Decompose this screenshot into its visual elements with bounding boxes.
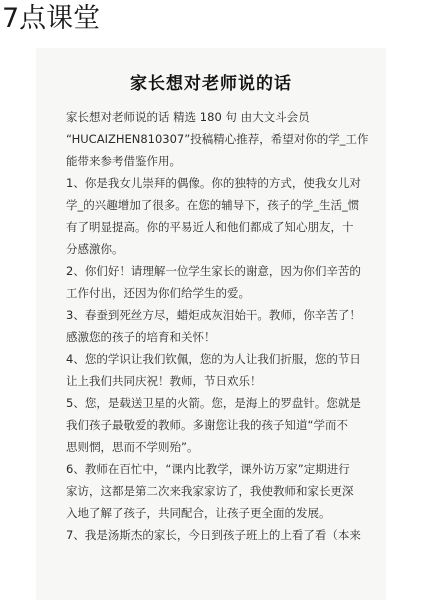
page-header [0, 0, 423, 46]
text-line: 学_的兴趣增加了很多。在您的辅导下，孩子的学_生活_惯 [66, 198, 360, 212]
text-line: 4、您的学识让我们钦佩，您的为人让我们折服，您的节日 [66, 352, 361, 366]
text-line: 6、教师在百忙中，“课内比教学，课外访万家”定期进行 [66, 462, 350, 476]
document-image [36, 48, 386, 600]
text-line: 3、春蚕到死丝方尽，蜡炬成灰泪始干。教师，你辛苦了！ [66, 308, 361, 322]
text-line: 思则惘，思而不学则殆”。 [66, 440, 199, 454]
text-line: 我们孩子最敬爱的教师。多谢您让我的孩子知道“学而不 [66, 418, 348, 432]
text-line: 入地了解了孩子，共同配合，让孩子更全面的发展。 [66, 506, 331, 520]
text-line: 分感激你。 [66, 242, 124, 256]
text-line: 7、我是汤斯杰的家长，今日到孩子班上的上看了看（本来 [66, 528, 361, 542]
text-line: 感激您的孩子的培育和关怀！ [66, 330, 216, 344]
text-line: 能带来参考借鉴作用。 [66, 154, 181, 168]
text-line: 家访，这都是第二次来我家家访了，我使教师和家长更深 [66, 484, 354, 498]
document-title: 家长想对老师说的话 [130, 74, 292, 94]
page-title: 7点课堂 [2, 3, 101, 34]
document-body [66, 106, 371, 546]
text-line: 有了明显提高。你的平易近人和他们都成了知心朋友，十 [66, 220, 354, 234]
text-line: “HUCAIZHEN810307”投稿精心推荐，希望对你的学_工作 [66, 132, 369, 146]
text-line: 工作付出，还因为你们给学生的爱。 [66, 286, 250, 300]
text-line: 1、你是我女儿崇拜的偶像。你的独特的方式，使我女儿对 [66, 176, 361, 190]
text-line: 5、您，是载送卫星的火箭。您，是海上的罗盘针。您就是 [66, 396, 361, 410]
text-line: 让上我们共同庆祝！教师，节日欢乐！ [66, 374, 262, 388]
text-line: 2、你们好！请理解一位学生家长的谢意，因为你们辛苦的 [66, 264, 361, 278]
text-line: 家长想对老师说的话 精选 180 句 由大文斗会员 [66, 110, 310, 124]
